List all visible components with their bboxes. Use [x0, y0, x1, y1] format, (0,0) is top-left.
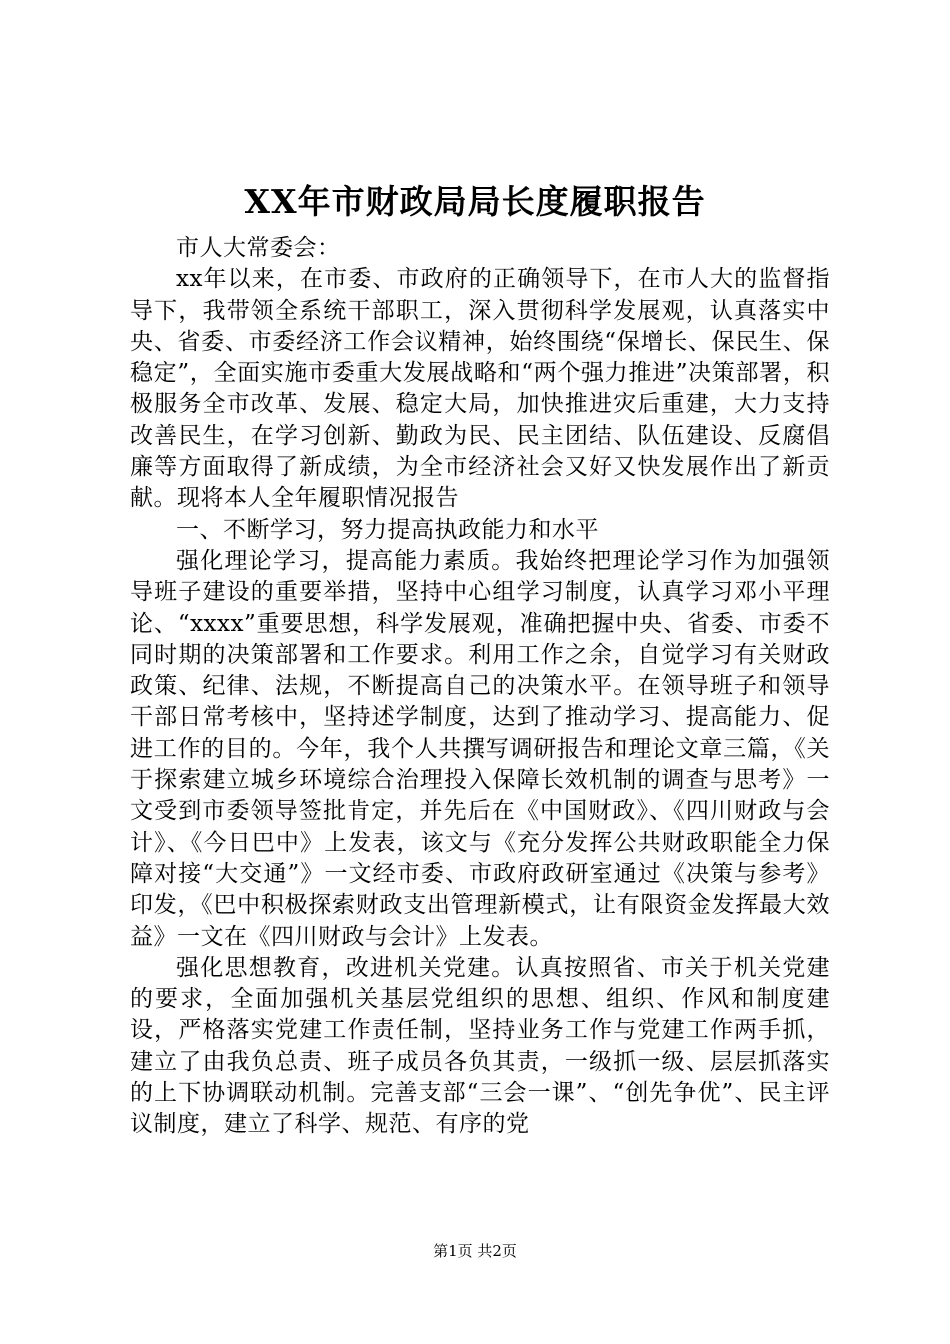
document-body: [130, 233, 830, 1141]
page-footer: 第1页 共2页: [433, 1242, 517, 1260]
body-paragraph: 强化思想教育，改进机关党建。认真按照省、市关于机关党建的要求，全面加强机关基层党组织的思想、组织、作风和制度建设，严格落实党建工作责任制，坚持业务工作与党建工作两手抓，建立了由我负总责、班子成员各负其责，一级抓一级、层层抓落实的上下协调联动机制。完善支部“三会一课”、“创先争优”、民主评议制度，建立了科学、规范、有序的党: [130, 954, 830, 1138]
salutation-paragraph: 市人大常委会：: [176, 235, 341, 261]
document-title: XX年市财政局局长度履职报告: [244, 182, 706, 221]
section-heading: 一、不断学习，努力提高执政能力和水平: [176, 516, 599, 543]
intro-paragraph: xx年以来，在市委、市政府的正确领导下，在市人大的监督指导下，我带领全系统干部职工，深入贯彻科学发展观，认真落实中央、省委、市委经济工作会议精神，始终围绕“保增长、保民生、保稳定”，全面实施市委重大发展战略和“两个强力推进”决策部署，积极服务全市改革、发展、稳定大局，加快推进灾后重建，大力支持改善民生，在学习创新、勤政为民、民主团结、队伍建设、反腐倡廉等方面取得了新成绩，为全市经济社会又好又快发展作出了新贡献。现将本人全年履职情况报告: [130, 266, 830, 512]
body-paragraph: 强化理论学习，提高能力素质。我始终把理论学习作为加强领导班子建设的重要举措，坚持中心组学习制度，认真学习邓小平理论、“xxxx”重要思想，科学发展观，准确把握中央、省委、市委不同时期的决策部署和工作要求。利用工作之余，自觉学习有关财政政策、纪律、法规，不断提高自己的决策水平。在领导班子和领导干部日常考核中，坚持述学制度，达到了推动学习、提高能力、促进工作的目的。今年，我个人共撰写调研报告和理论文章三篇，《关于探索建立城乡环境综合治理投入保障长效机制的调查与思考》一文受到市委领导签批肯定，并先后在《中国财政》、《四川财政与会计》、《今日巴中》上发表，该文与《充分发挥公共财政职能全力保障对接“大交通”》一文经市委、市政府政研室通过《决策与参考》印发，《巴中积极探索财政支出管理新模式，让有限资金发挥最大效益》一文在《四川财政与会计》上发表。: [130, 547, 830, 950]
